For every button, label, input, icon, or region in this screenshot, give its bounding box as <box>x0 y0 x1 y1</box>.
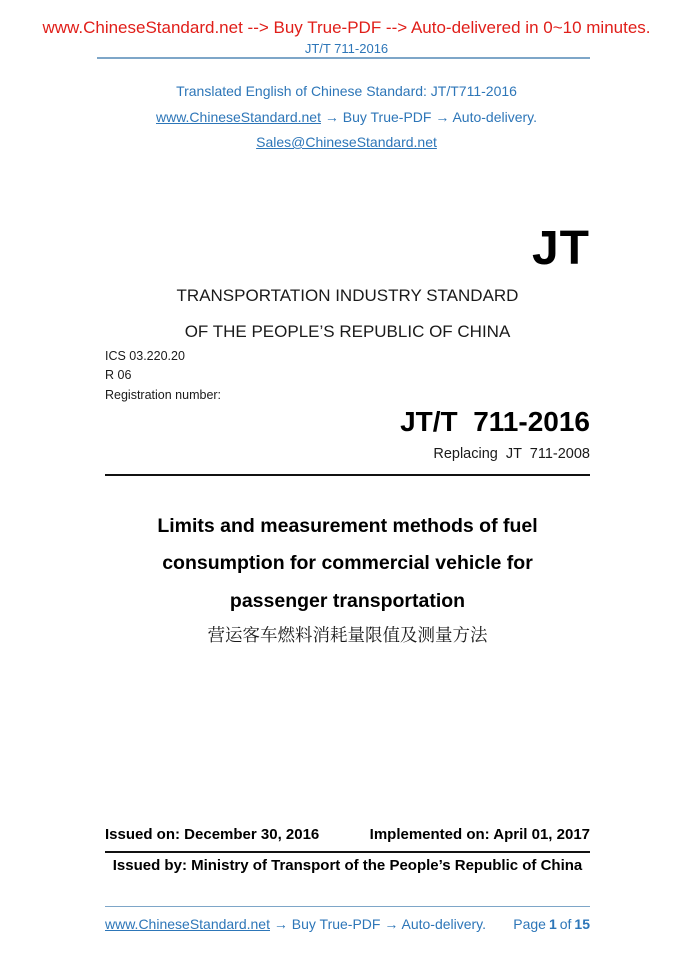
page-content <box>105 221 590 933</box>
page-total: 15 <box>574 916 590 933</box>
footer-site-line <box>105 916 486 932</box>
ics-block <box>105 347 590 406</box>
ics-code: ICS 03.220.20 <box>105 348 185 363</box>
footer <box>105 916 590 932</box>
footer-site-link[interactable]: www.ChineseStandard.net <box>105 916 270 933</box>
registration-number-label: Registration number: <box>105 387 222 402</box>
class-code: R 06 <box>105 368 132 383</box>
translation-site-line <box>0 105 693 131</box>
page-label: Page <box>513 916 546 933</box>
title-line-1: Limits and measurement methods of fuel <box>157 514 538 537</box>
site-line-rest: → Buy True-PDF → Auto-delivery. <box>320 108 538 125</box>
translation-email-line <box>0 130 693 156</box>
email-link[interactable]: Sales@ChineseStandard.net <box>256 134 437 150</box>
org-line-2: OF THE PEOPLE’S REPUBLIC OF CHINA <box>184 321 511 341</box>
doc-code-header: JT/T 711-2016 <box>304 41 389 56</box>
upper-divider <box>105 474 590 476</box>
title-line-3: passenger transportation <box>229 589 466 612</box>
issuance-divider <box>105 851 590 853</box>
implemented-on-label: Implemented on: April 01, 2017 <box>369 826 590 844</box>
title-chinese: 营运客车燃料消耗量限值及测量方法 <box>207 625 488 646</box>
promo-banner: www.ChineseStandard.net --> Buy True-PDF --> Auto-delivered in 0~10 minutes. <box>42 18 651 37</box>
issuance-row <box>105 827 590 843</box>
header-divider <box>97 57 590 59</box>
footer-site-rest: → Buy True-PDF → Auto-delivery. <box>270 916 487 933</box>
page-of: of <box>559 916 572 933</box>
page-indicator <box>510 916 590 932</box>
translation-title: Translated English of Chinese Standard: JT/T711-2016 <box>176 83 517 99</box>
page-current: 1 <box>548 916 557 933</box>
jt-logo: JT <box>531 221 590 275</box>
replacing-note: Replacing JT 711-2008 <box>433 445 590 462</box>
issued-by-label: Issued by: Ministry of Transport of the People’s Republic of China <box>112 857 583 875</box>
translation-info <box>0 79 693 156</box>
issued-on-label: Issued on: December 30, 2016 <box>105 826 320 844</box>
footer-divider <box>105 906 590 907</box>
standard-title <box>105 508 590 651</box>
standard-number: JT/T 711-2016 <box>400 405 590 437</box>
site-link[interactable]: www.ChineseStandard.net <box>155 108 321 125</box>
title-line-2: consumption for commercial vehicle for <box>162 552 533 575</box>
org-line-1: TRANSPORTATION INDUSTRY STANDARD <box>176 285 519 305</box>
